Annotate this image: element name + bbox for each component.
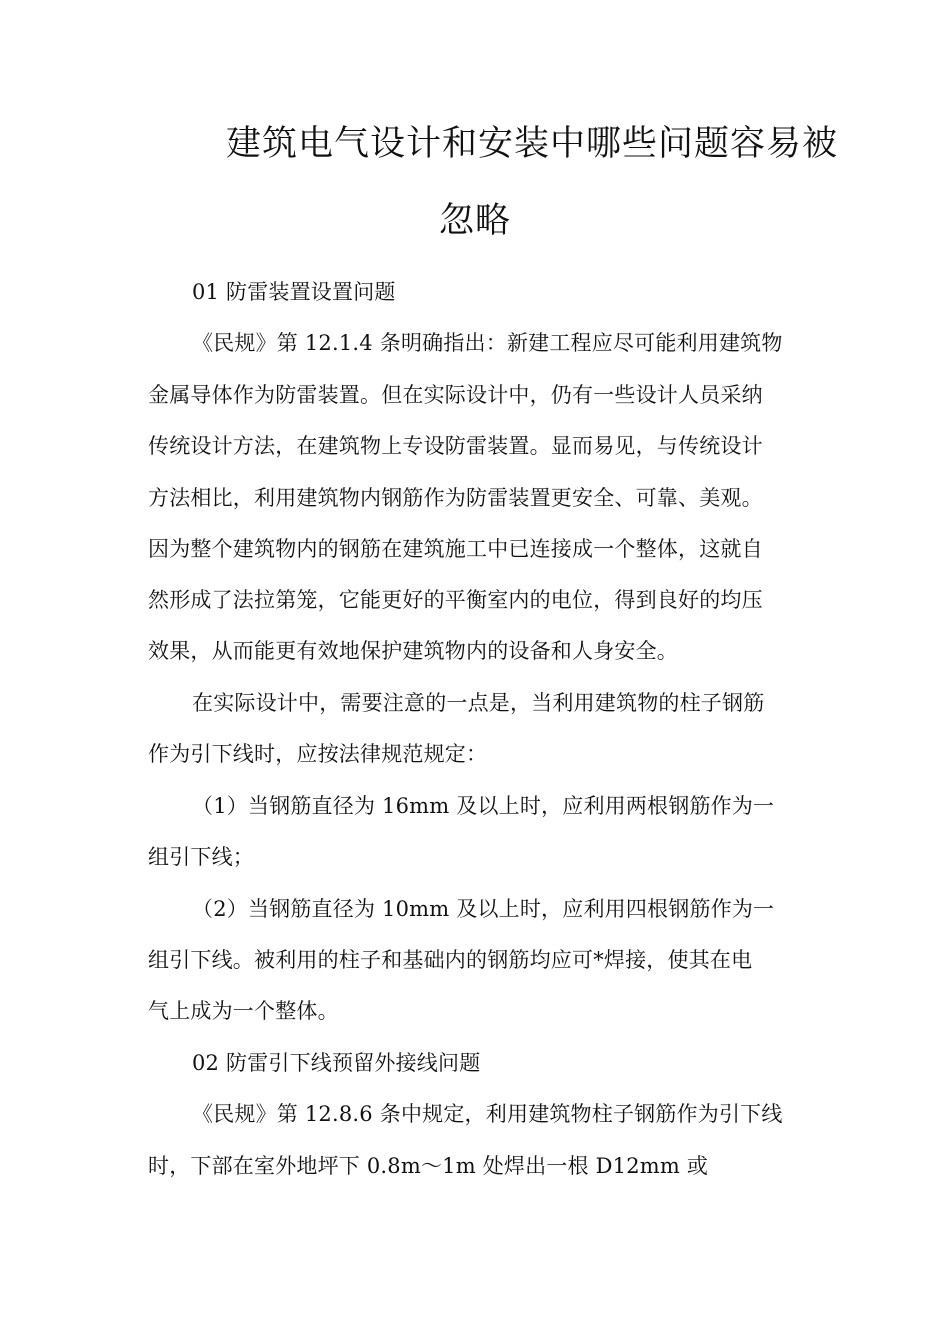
paragraph-line: 时，下部在室外地坪下 0.8m～1m 处焊出一根 D12mm 或 <box>148 1154 709 1178</box>
paragraph-line: 《民规》第 12.8.6 条中规定，利用建筑物柱子钢筋作为引下线 <box>192 1102 783 1126</box>
paragraph-line: 然形成了法拉第笼，它能更好的平衡室内的电位，得到良好的均压 <box>148 588 763 612</box>
paragraph-line: 方法相比，利用建筑物内钢筋作为防雷装置更安全、可靠、美观。 <box>148 486 763 510</box>
document-title-line-1: 建筑电气设计和安装中哪些问题容易被 <box>226 124 839 164</box>
list-item-2-continued: 气上成为一个整体。 <box>148 999 339 1023</box>
list-item-2-continued: 组引下线。被利用的柱子和基础内的钢筋均应可*焊接，使其在电 <box>148 948 753 972</box>
list-item-1: （1）当钢筋直径为 16mm 及以上时，应利用两根钢筋作为一 <box>192 794 775 818</box>
paragraph-line: 《民规》第 12.1.4 条明确指出：新建工程应尽可能利用建筑物 <box>192 331 783 355</box>
paragraph-line: 效果，从而能更有效地保护建筑物内的设备和人身安全。 <box>148 639 678 663</box>
list-item-2: （2）当钢筋直径为 10mm 及以上时，应利用四根钢筋作为一 <box>192 897 775 921</box>
paragraph-line: 因为整个建筑物内的钢筋在建筑施工中已连接成一个整体，这就自 <box>148 537 763 561</box>
section-heading-01: 01 防雷装置设置问题 <box>192 280 396 304</box>
section-heading-02: 02 防雷引下线预留外接线问题 <box>192 1051 481 1075</box>
paragraph-line: 在实际设计中，需要注意的一点是，当利用建筑物的柱子钢筋 <box>192 691 765 715</box>
list-item-1-continued: 组引下线； <box>148 845 254 869</box>
paragraph-line: 金属导体作为防雷装置。但在实际设计中，仍有一些设计人员采纳 <box>148 383 763 407</box>
paragraph-line: 作为引下线时，应按法律规范规定： <box>148 742 488 766</box>
paragraph-line: 传统设计方法，在建筑物上专设防雷装置。显而易见，与传统设计 <box>148 434 763 458</box>
document-title-line-2: 忽略 <box>438 201 511 241</box>
